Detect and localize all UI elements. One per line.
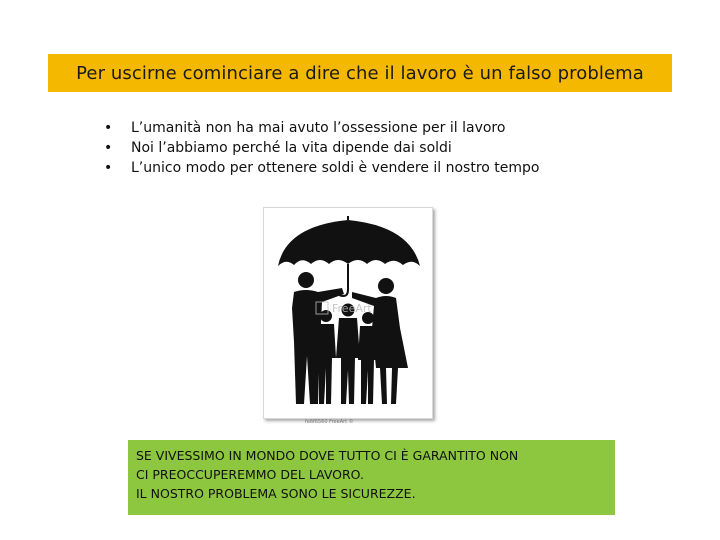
family-umbrella-icon	[264, 208, 432, 418]
family-umbrella-picture	[263, 207, 433, 419]
bullet-text: Noi l’abbiamo perché la vita dipende dai soldi	[131, 140, 452, 156]
callout-line: CI PREOCCUPEREMMO DEL LAVORO.	[136, 467, 364, 482]
bullet-dot: •	[104, 140, 113, 156]
watermark-text: FreeArt	[332, 302, 372, 315]
bullet-text: L’unico modo per ottenere soldi è vendere il nostro tempo	[131, 160, 540, 176]
bullet-dot: •	[104, 120, 113, 136]
bullet-item	[104, 118, 540, 138]
bullet-dot: •	[104, 160, 113, 176]
bullet-list	[104, 118, 540, 178]
slide-title-bar	[48, 54, 672, 92]
bullet-item	[104, 158, 540, 178]
bullet-text: L’umanità non ha mai avuto l’ossessione per il lavoro	[131, 120, 506, 136]
bullet-item	[104, 138, 540, 158]
callout-line: SE VIVESSIMO IN MONDO DOVE TUTTO CI È GARANTITO NON	[136, 448, 519, 463]
slide-title: Per uscirne cominciare a dire che il lavoro è un falso problema	[76, 62, 644, 84]
callout-box	[128, 440, 615, 515]
picture-caption: fe6f6560 FreeArt ©	[305, 419, 354, 425]
callout-line: IL NOSTRO PROBLEMA SONO LE SICUREZZE.	[136, 486, 416, 501]
